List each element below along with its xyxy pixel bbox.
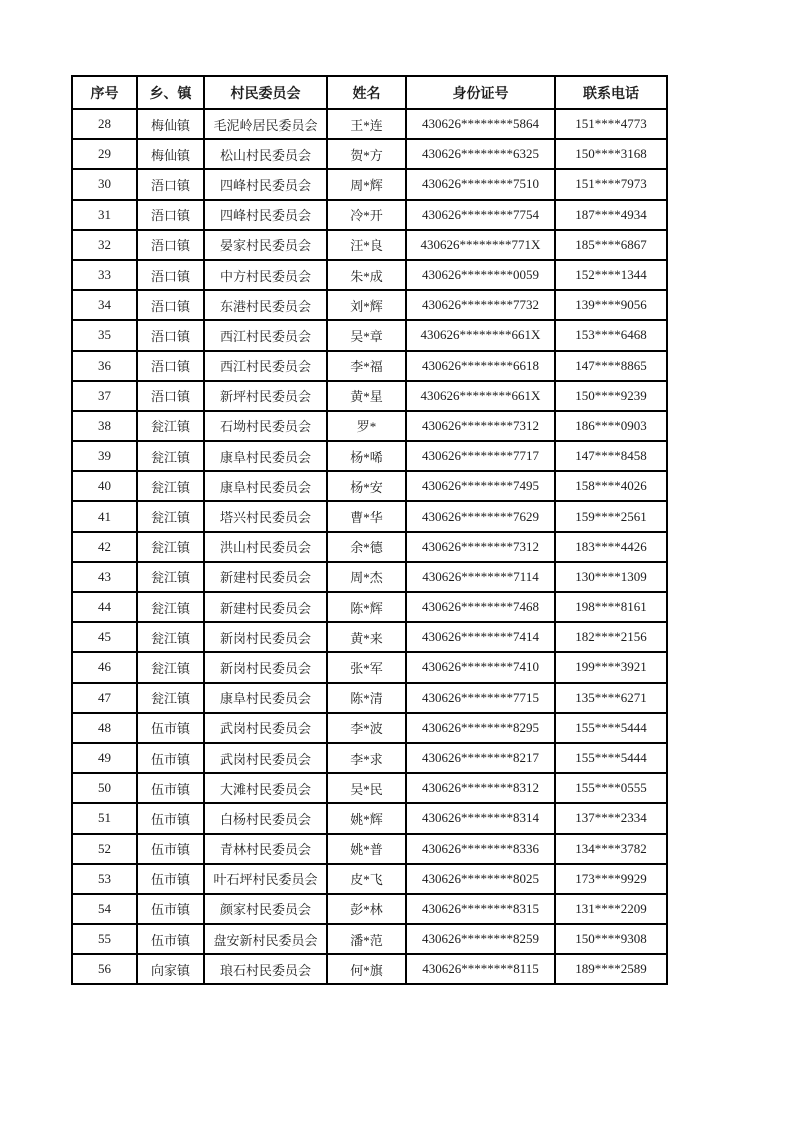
cell-committee: 白杨村民委员会: [204, 803, 327, 833]
cell-index: 40: [72, 471, 137, 501]
cell-town: 浯口镇: [137, 230, 204, 260]
cell-name: 曹*华: [327, 501, 406, 531]
cell-name: 刘*辉: [327, 290, 406, 320]
cell-name: 罗*: [327, 411, 406, 441]
cell-town: 瓮江镇: [137, 441, 204, 471]
cell-committee: 新岗村民委员会: [204, 652, 327, 682]
cell-name: 姚*辉: [327, 803, 406, 833]
cell-town: 梅仙镇: [137, 139, 204, 169]
table-row: [72, 803, 667, 833]
cell-phone: 189****2589: [555, 954, 667, 984]
cell-id-number: 430626********7717: [406, 441, 555, 471]
cell-committee: 西江村民委员会: [204, 351, 327, 381]
cell-committee: 东港村民委员会: [204, 290, 327, 320]
cell-name: 杨*唏: [327, 441, 406, 471]
cell-committee: 晏家村民委员会: [204, 230, 327, 260]
cell-committee: 石坳村民委员会: [204, 411, 327, 441]
cell-committee: 新坪村民委员会: [204, 381, 327, 411]
cell-town: 瓮江镇: [137, 471, 204, 501]
cell-town: 瓮江镇: [137, 411, 204, 441]
cell-phone: 183****4426: [555, 532, 667, 562]
table-row: [72, 351, 667, 381]
cell-index: 33: [72, 260, 137, 290]
table-row: [72, 743, 667, 773]
cell-committee: 新建村民委员会: [204, 562, 327, 592]
table-row: [72, 471, 667, 501]
column-header-town: 乡、镇: [137, 76, 204, 109]
cell-id-number: 430626********8315: [406, 894, 555, 924]
cell-name: 李*福: [327, 351, 406, 381]
cell-name: 陈*清: [327, 683, 406, 713]
table-row: [72, 320, 667, 350]
cell-name: 周*辉: [327, 169, 406, 199]
cell-phone: 137****2334: [555, 803, 667, 833]
cell-committee: 西江村民委员会: [204, 320, 327, 350]
cell-committee: 康阜村民委员会: [204, 683, 327, 713]
cell-phone: 151****4773: [555, 109, 667, 139]
table-row: [72, 864, 667, 894]
roster-table: [71, 75, 668, 985]
cell-index: 32: [72, 230, 137, 260]
cell-committee: 琅石村民委员会: [204, 954, 327, 984]
cell-index: 42: [72, 532, 137, 562]
cell-id-number: 430626********8115: [406, 954, 555, 984]
cell-town: 浯口镇: [137, 351, 204, 381]
cell-index: 29: [72, 139, 137, 169]
cell-name: 王*连: [327, 109, 406, 139]
cell-town: 瓮江镇: [137, 532, 204, 562]
table-row: [72, 622, 667, 652]
cell-town: 瓮江镇: [137, 622, 204, 652]
cell-phone: 150****3168: [555, 139, 667, 169]
cell-id-number: 430626********8314: [406, 803, 555, 833]
cell-name: 彭*林: [327, 894, 406, 924]
cell-phone: 158****4026: [555, 471, 667, 501]
cell-town: 梅仙镇: [137, 109, 204, 139]
cell-index: 34: [72, 290, 137, 320]
cell-committee: 新岗村民委员会: [204, 622, 327, 652]
cell-committee: 洪山村民委员会: [204, 532, 327, 562]
column-header-id-number: 身份证号: [406, 76, 555, 109]
cell-index: 48: [72, 713, 137, 743]
cell-committee: 中方村民委员会: [204, 260, 327, 290]
cell-name: 朱*成: [327, 260, 406, 290]
cell-index: 47: [72, 683, 137, 713]
table-row: [72, 109, 667, 139]
cell-phone: 185****6867: [555, 230, 667, 260]
cell-index: 53: [72, 864, 137, 894]
cell-phone: 139****9056: [555, 290, 667, 320]
cell-name: 杨*安: [327, 471, 406, 501]
cell-town: 伍市镇: [137, 864, 204, 894]
cell-index: 43: [72, 562, 137, 592]
cell-committee: 四峰村民委员会: [204, 200, 327, 230]
cell-town: 瓮江镇: [137, 562, 204, 592]
cell-index: 49: [72, 743, 137, 773]
cell-index: 39: [72, 441, 137, 471]
cell-id-number: 430626********7495: [406, 471, 555, 501]
cell-phone: 187****4934: [555, 200, 667, 230]
table-row: [72, 441, 667, 471]
cell-phone: 152****1344: [555, 260, 667, 290]
cell-town: 浯口镇: [137, 290, 204, 320]
cell-phone: 131****2209: [555, 894, 667, 924]
cell-name: 皮*飞: [327, 864, 406, 894]
cell-name: 黄*来: [327, 622, 406, 652]
table-row: [72, 924, 667, 954]
cell-id-number: 430626********0059: [406, 260, 555, 290]
cell-id-number: 430626********7410: [406, 652, 555, 682]
cell-index: 35: [72, 320, 137, 350]
cell-town: 伍市镇: [137, 924, 204, 954]
cell-town: 伍市镇: [137, 773, 204, 803]
cell-index: 44: [72, 592, 137, 622]
cell-committee: 松山村民委员会: [204, 139, 327, 169]
cell-name: 冷*开: [327, 200, 406, 230]
cell-id-number: 430626********7715: [406, 683, 555, 713]
cell-town: 浯口镇: [137, 169, 204, 199]
table-row: [72, 381, 667, 411]
cell-town: 瓮江镇: [137, 592, 204, 622]
table-row: [72, 169, 667, 199]
cell-phone: 182****2156: [555, 622, 667, 652]
table-body: [72, 109, 667, 984]
table-row: [72, 230, 667, 260]
cell-index: 30: [72, 169, 137, 199]
cell-id-number: 430626********7510: [406, 169, 555, 199]
cell-id-number: 430626********8312: [406, 773, 555, 803]
cell-committee: 盘安新村民委员会: [204, 924, 327, 954]
cell-id-number: 430626********661X: [406, 381, 555, 411]
cell-town: 瓮江镇: [137, 683, 204, 713]
cell-id-number: 430626********7629: [406, 501, 555, 531]
cell-town: 伍市镇: [137, 713, 204, 743]
cell-index: 46: [72, 652, 137, 682]
column-header-committee: 村民委员会: [204, 76, 327, 109]
cell-committee: 武岗村民委员会: [204, 743, 327, 773]
cell-id-number: 430626********5864: [406, 109, 555, 139]
cell-phone: 134****3782: [555, 834, 667, 864]
cell-name: 张*军: [327, 652, 406, 682]
table-row: [72, 773, 667, 803]
cell-town: 伍市镇: [137, 743, 204, 773]
table-row: [72, 260, 667, 290]
table-row: [72, 683, 667, 713]
cell-index: 55: [72, 924, 137, 954]
cell-name: 余*德: [327, 532, 406, 562]
cell-phone: 153****6468: [555, 320, 667, 350]
table-row: [72, 834, 667, 864]
table-row: [72, 562, 667, 592]
table-row: [72, 592, 667, 622]
cell-index: 41: [72, 501, 137, 531]
cell-id-number: 430626********8025: [406, 864, 555, 894]
table-row: [72, 652, 667, 682]
cell-index: 45: [72, 622, 137, 652]
cell-index: 37: [72, 381, 137, 411]
column-header-index: 序号: [72, 76, 137, 109]
cell-id-number: 430626********7754: [406, 200, 555, 230]
cell-index: 50: [72, 773, 137, 803]
cell-town: 伍市镇: [137, 803, 204, 833]
cell-town: 瓮江镇: [137, 501, 204, 531]
cell-phone: 173****9929: [555, 864, 667, 894]
cell-id-number: 430626********7468: [406, 592, 555, 622]
cell-phone: 150****9239: [555, 381, 667, 411]
cell-id-number: 430626********7312: [406, 532, 555, 562]
cell-committee: 青林村民委员会: [204, 834, 327, 864]
header-row: [72, 76, 667, 109]
cell-town: 向家镇: [137, 954, 204, 984]
cell-id-number: 430626********7114: [406, 562, 555, 592]
cell-phone: 155****5444: [555, 743, 667, 773]
table-row: [72, 894, 667, 924]
cell-index: 52: [72, 834, 137, 864]
cell-index: 51: [72, 803, 137, 833]
cell-id-number: 430626********8336: [406, 834, 555, 864]
cell-id-number: 430626********771X: [406, 230, 555, 260]
cell-phone: 155****5444: [555, 713, 667, 743]
cell-committee: 叶石坪村民委员会: [204, 864, 327, 894]
cell-committee: 康阜村民委员会: [204, 441, 327, 471]
cell-town: 浯口镇: [137, 381, 204, 411]
cell-name: 吴*民: [327, 773, 406, 803]
table-row: [72, 200, 667, 230]
cell-committee: 武岗村民委员会: [204, 713, 327, 743]
cell-town: 浯口镇: [137, 200, 204, 230]
cell-committee: 四峰村民委员会: [204, 169, 327, 199]
cell-name: 吴*章: [327, 320, 406, 350]
cell-name: 何*旗: [327, 954, 406, 984]
table-row: [72, 954, 667, 984]
table-row: [72, 411, 667, 441]
cell-name: 潘*范: [327, 924, 406, 954]
cell-name: 汪*良: [327, 230, 406, 260]
cell-name: 周*杰: [327, 562, 406, 592]
cell-town: 浯口镇: [137, 260, 204, 290]
cell-id-number: 430626********6618: [406, 351, 555, 381]
cell-id-number: 430626********8259: [406, 924, 555, 954]
cell-name: 姚*普: [327, 834, 406, 864]
cell-id-number: 430626********7732: [406, 290, 555, 320]
cell-committee: 大滩村民委员会: [204, 773, 327, 803]
cell-index: 28: [72, 109, 137, 139]
column-header-phone: 联系电话: [555, 76, 667, 109]
cell-phone: 135****6271: [555, 683, 667, 713]
cell-index: 38: [72, 411, 137, 441]
column-header-name: 姓名: [327, 76, 406, 109]
cell-phone: 150****9308: [555, 924, 667, 954]
cell-committee: 新建村民委员会: [204, 592, 327, 622]
cell-id-number: 430626********661X: [406, 320, 555, 350]
cell-name: 李*求: [327, 743, 406, 773]
cell-name: 陈*辉: [327, 592, 406, 622]
cell-index: 56: [72, 954, 137, 984]
cell-town: 伍市镇: [137, 834, 204, 864]
cell-index: 54: [72, 894, 137, 924]
cell-phone: 159****2561: [555, 501, 667, 531]
cell-name: 贺*方: [327, 139, 406, 169]
cell-name: 李*波: [327, 713, 406, 743]
cell-town: 瓮江镇: [137, 652, 204, 682]
table-row: [72, 532, 667, 562]
cell-phone: 155****0555: [555, 773, 667, 803]
cell-committee: 康阜村民委员会: [204, 471, 327, 501]
cell-index: 36: [72, 351, 137, 381]
cell-town: 伍市镇: [137, 894, 204, 924]
cell-id-number: 430626********6325: [406, 139, 555, 169]
table-header: [72, 76, 667, 109]
cell-phone: 147****8458: [555, 441, 667, 471]
cell-index: 31: [72, 200, 137, 230]
cell-id-number: 430626********8295: [406, 713, 555, 743]
cell-committee: 毛泥岭居民委员会: [204, 109, 327, 139]
cell-phone: 198****8161: [555, 592, 667, 622]
cell-id-number: 430626********7414: [406, 622, 555, 652]
cell-name: 黄*星: [327, 381, 406, 411]
cell-phone: 147****8865: [555, 351, 667, 381]
table-row: [72, 501, 667, 531]
cell-phone: 151****7973: [555, 169, 667, 199]
table-row: [72, 290, 667, 320]
cell-committee: 塔兴村民委员会: [204, 501, 327, 531]
table-row: [72, 139, 667, 169]
cell-id-number: 430626********7312: [406, 411, 555, 441]
cell-phone: 130****1309: [555, 562, 667, 592]
cell-phone: 186****0903: [555, 411, 667, 441]
cell-id-number: 430626********8217: [406, 743, 555, 773]
table-row: [72, 713, 667, 743]
cell-town: 浯口镇: [137, 320, 204, 350]
cell-phone: 199****3921: [555, 652, 667, 682]
cell-committee: 颜家村民委员会: [204, 894, 327, 924]
